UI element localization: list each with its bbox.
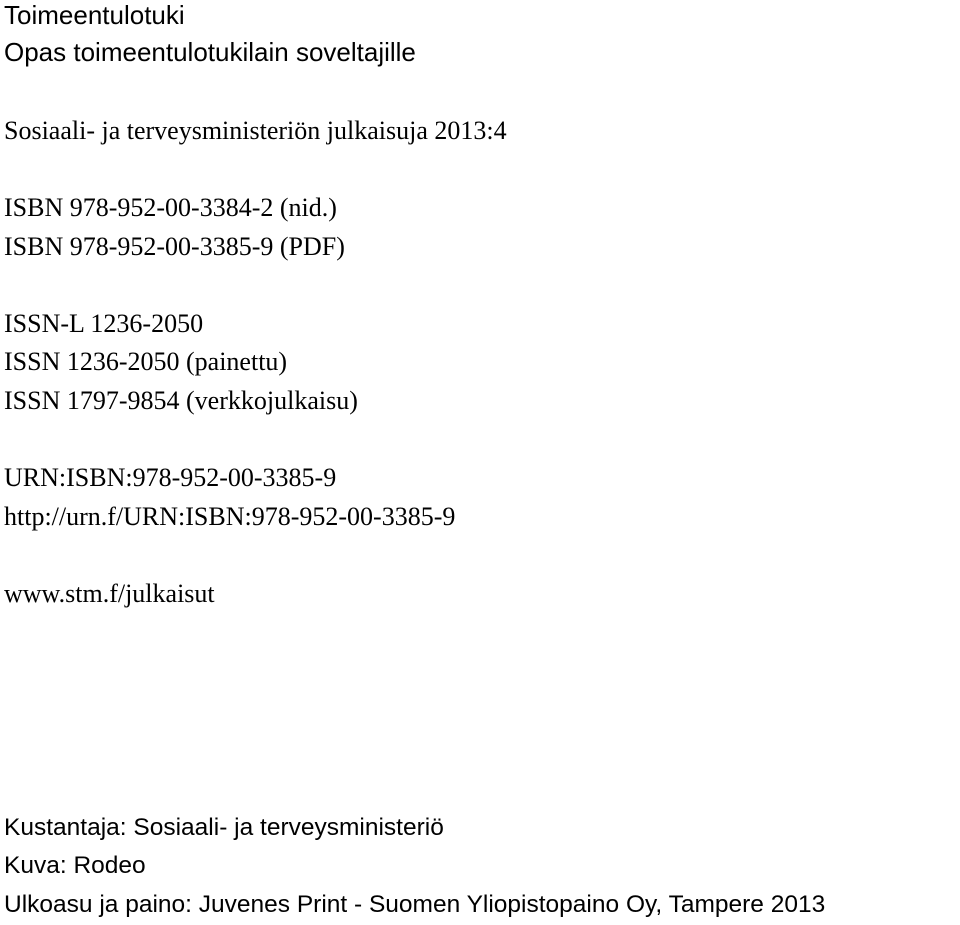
document-title: Toimeentulotuki [4,0,185,30]
urn-link[interactable]: http://urn.f/URN:ISBN:978-952-00-3385-9 [4,502,456,531]
website-link[interactable]: www.stm.f/julkaisut [4,579,215,608]
cover-credit-line: Kuva: Rodeo [4,852,146,879]
issn-linking: ISSN-L 1236-2050 [4,309,204,338]
document-subtitle: Opas toimeentulotukilain soveltajille [4,37,416,67]
urn-identifier: URN:ISBN:978-952-00-3385-9 [4,463,337,492]
series-line: Sosiaali- ja terveysministeriön julkaisuja 2013:4 [4,116,507,145]
issn-online: ISSN 1797-9854 (verkkojulkaisu) [4,386,358,415]
layout-print-line: Ulkoasu ja paino: Juvenes Print - Suomen Yliopistopaino Oy, Tampere 2013 [4,891,826,918]
issn-print: ISSN 1236-2050 (painettu) [4,347,288,376]
isbn-pdf: ISBN 978-952-00-3385-9 (PDF) [4,232,345,261]
publisher-line: Kustantaja: Sosiaali- ja terveysministeriö [4,814,444,841]
isbn-print: ISBN 978-952-00-3384-2 (nid.) [4,193,337,222]
